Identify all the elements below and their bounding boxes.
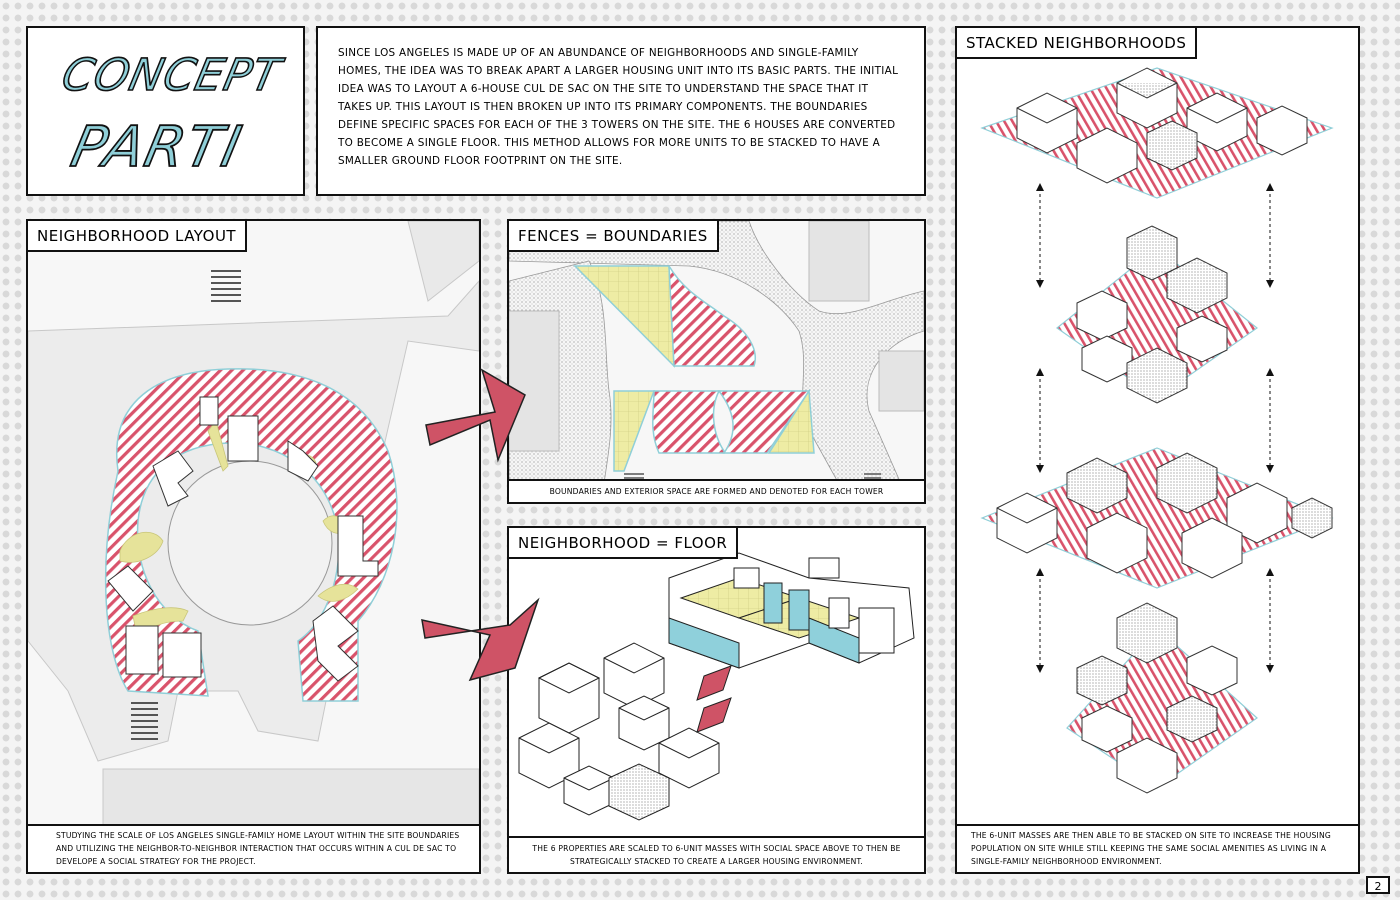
arrow-to-floor — [422, 600, 538, 680]
neighborhood-layout-label: NEIGHBORHOOD LAYOUT — [28, 221, 247, 252]
page-number: 2 — [1366, 876, 1390, 894]
title-line1: CONCEPT — [57, 50, 286, 101]
stack-layer-1 — [982, 68, 1332, 198]
neighborhood-floor-label: NEIGHBORHOOD = FLOOR — [509, 528, 738, 559]
stacked-neighborhoods-diagram — [957, 28, 1358, 828]
stack-layer-2 — [1057, 226, 1257, 403]
intro-panel — [316, 26, 926, 196]
arrow-to-fences — [426, 370, 525, 460]
title-graphic — [28, 28, 303, 194]
neighborhood-floor-panel — [507, 526, 926, 874]
fences-boundaries-label: FENCES = BOUNDARIES — [509, 221, 719, 252]
neighborhood-layout-diagram — [28, 221, 479, 831]
title-panel — [26, 26, 305, 196]
stack-layer-3 — [982, 448, 1332, 588]
fences-boundaries-panel — [507, 219, 926, 504]
fences-boundaries-caption: BOUNDARIES AND EXTERIOR SPACE ARE FORMED AND DENOTED FOR EACH TOWER — [509, 479, 924, 502]
stacked-neighborhoods-label: STACKED NEIGHBORHOODS — [957, 28, 1197, 59]
stacked-neighborhoods-caption: THE 6-UNIT MASSES ARE THEN ABLE TO BE STACKED ON SITE TO INCREASE THE HOUSING POPULATION ON SITE WHILE STILL KEEPING THE SAME SOCIAL AMENITIES AS LIVING IN A SINGLE-FAMILY NEIGHBORHOOD ENVIRONMENT. — [957, 824, 1358, 872]
neighborhood-floor-caption: THE 6 PROPERTIES ARE SCALED TO 6-UNIT MASSES WITH SOCIAL SPACE ABOVE TO THEN BE STRATEGICALLY STACKED TO CREATE A LARGER HOUSING ENVIRONMENT. — [509, 836, 924, 872]
fences-boundaries-diagram — [509, 221, 924, 502]
stack-layer-4 — [1067, 603, 1257, 793]
title-line2: PARTI — [65, 114, 249, 180]
stacked-neighborhoods-panel — [955, 26, 1360, 874]
neighborhood-layout-panel — [26, 219, 481, 874]
neighborhood-floor-diagram — [509, 528, 924, 828]
intro-text: SINCE LOS ANGELES IS MADE UP OF AN ABUNDANCE OF NEIGHBORHOODS AND SINGLE-FAMILY HOMES, THE IDEA WAS TO BREAK APART A LARGER HOUSING UNIT INTO ITS BASIC PARTS. THE INITIAL IDEA WAS TO LAYOUT A 6-HOUSE CUL DE SAC ON THE SITE TO UNDERSTAND THE SPACE THAT IT TAKES UP. THIS LAYOUT IS THEN BROKEN UP INTO ITS PRIMARY COMPONENTS. THE BOUNDARIES DEFINE SPECIFIC SPACES FOR EACH OF THE 3 TOWERS ON THE SITE. THE 6 HOUSES ARE CONVERTED TO BECOME A SINGLE FLOOR. THIS METHOD ALLOWS FOR MORE UNITS TO BE STACKED TO HAVE A SMALLER GROUND FLOOR FOOTPRINT ON THE SITE. — [338, 47, 899, 167]
neighborhood-layout-caption: STUDYING THE SCALE OF LOS ANGELES SINGLE-FAMILY HOME LAYOUT WITHIN THE SITE BOUNDARIES AND UTILIZING THE NEIGHBOR-TO-NEIGHBOR INTERACTION THAT OCCURS WITHIN A CUL DE SAC TO DEVELOPE A SOCIAL STRATEGY FOR THE PROJECT. — [28, 824, 479, 872]
